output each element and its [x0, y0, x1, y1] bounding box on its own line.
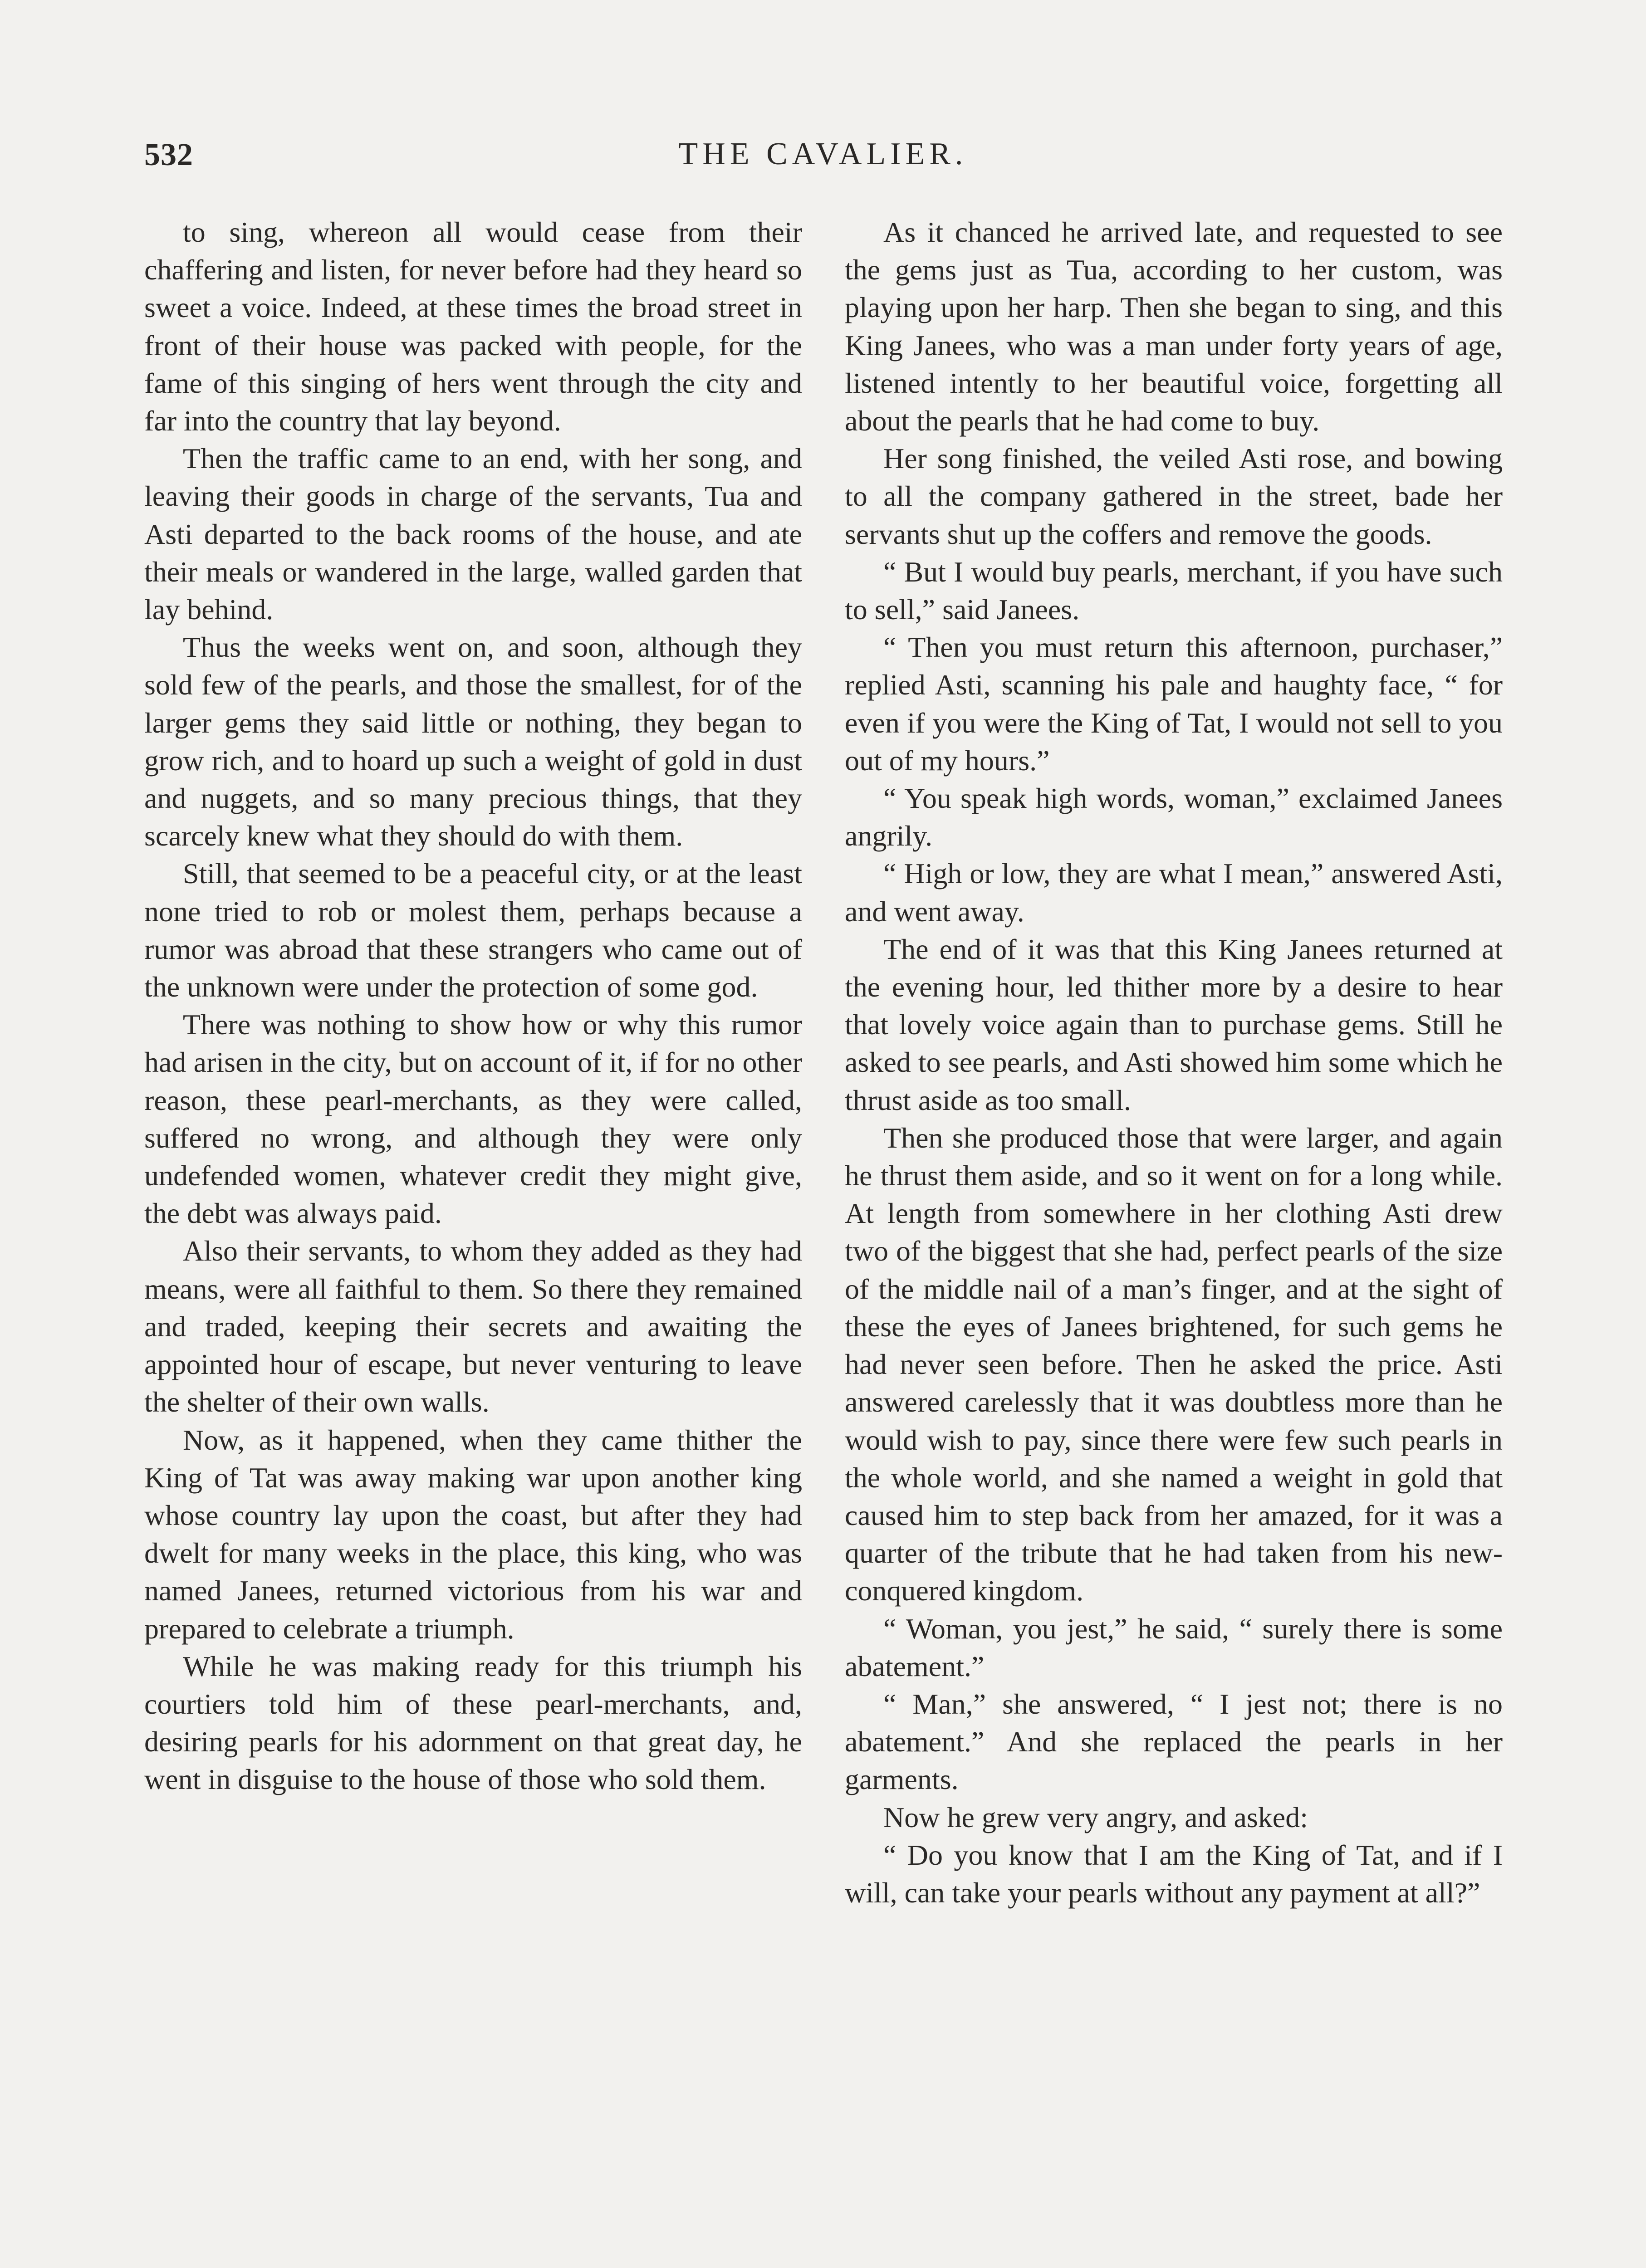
- running-title: THE CAVALIER.: [678, 137, 968, 171]
- paragraph: As it chanced he arrived late, and requested to see the gems just as Tua, according to her custom, was playing upon her harp. Then she began to sing, and this King Janees, who was a man under forty years of age, listened intently to her beautiful voice, forgetting all about the pearls that he had come to buy.: [845, 216, 1503, 437]
- paragraph: “ But I would buy pearls, merchant, if you have such to sell,” said Janees.: [845, 555, 1503, 626]
- paragraph: Then the traffic came to an end, with her song, and leaving their goods in charge of the servants, Tua and Asti departed to the back rooms of the house, and ate their meals or wandered in the large, walled garden that lay behind.: [144, 442, 802, 626]
- paragraph: Thus the weeks went on, and soon, although they sold few of the pearls, and those the smallest, for of the larger gems they said little or nothing, they began to grow rich, and to hoard up such a weight of gold in dust and nuggets, and so many precious things, that they scarcely knew what they should do with them.: [144, 631, 802, 852]
- text-column-left: [144, 213, 802, 1799]
- text-column-right: [845, 213, 1503, 1911]
- paragraph: “ You speak high words, woman,” exclaimed Janees angrily.: [845, 782, 1503, 852]
- paragraph: “ Woman, you jest,” he said, “ surely there is some abatement.”: [845, 1612, 1503, 1682]
- paragraph: Still, that seemed to be a peaceful city, or at the least none tried to rob or molest them, perhaps because a rumor was abroad that these strangers who came out of the unknown were under the protection of some god.: [144, 857, 802, 1003]
- paragraph: Also their servants, to whom they added as they had means, were all faithful to them. So there they remained and traded, keeping their secrets and awaiting the appointed hour of escape, but never venturing to leave the shelter of their own walls.: [144, 1235, 802, 1418]
- paragraph: Now he grew very angry, and asked:: [883, 1801, 1308, 1833]
- paragraph: Her song finished, the veiled Asti rose, and bowing to all the company gathered in the street, bade her servants shut up the coffers and remove the goods.: [845, 442, 1503, 550]
- paragraph: “ High or low, they are what I mean,” answered Asti, and went away.: [845, 857, 1503, 928]
- paragraph: “ Do you know that I am the King of Tat, and if I will, can take your pearls without any payment at all?”: [845, 1838, 1503, 1909]
- paragraph: The end of it was that this King Janees returned at the evening hour, led thither more by a desire to hear that lovely voice again than to purchase gems. Still he asked to see pearls, and Asti showed him some which he thrust aside as too small.: [845, 933, 1503, 1116]
- paragraph: Then she produced those that were larger, and again he thrust them aside, and so it went on for a long while. At length from somewhere in her clothing Asti drew two of the biggest that she had, perfect pearls of the size of the middle nail of a man’s finger, and at the sight of these the eyes of Janees brightened, for such gems he had never seen before. Then he asked the price. Asti answered carelessly that it was doubtless more than he would wish to pay, since there were few such pearls in the whole world, and she named a weight in gold that caused him to step back from her amazed, for it was a quarter of the tribute that he had taken from his new-conquered kingdom.: [845, 1121, 1503, 1607]
- page-number: 532: [144, 137, 193, 172]
- paragraph: There was nothing to show how or why this rumor had arisen in the city, but on account of it, if for no other reason, these pearl-merchants, as they were called, suffered no wrong, and although they were only undefended women, whatever credit they might give, the debt was always paid.: [144, 1008, 802, 1230]
- paragraph: While he was making ready for this triumph his courtiers told him of these pearl-merchants, and, desiring pearls for his adornment on that great day, he went in disguise to the house of those who sold them.: [144, 1650, 802, 1796]
- paragraph: Now, as it happened, when they came thither the King of Tat was away making war upon another king whose country lay upon the coast, but after they had dwelt for many weeks in the place, this king, who was named Janees, returned victorious from his war and prepared to celebrate a triumph.: [144, 1423, 802, 1645]
- paragraph: “ Then you must return this afternoon, purchaser,” replied Asti, scanning his pale and haughty face, “ for even if you were the King of Tat, I would not sell to you out of my hours.”: [845, 631, 1503, 777]
- paragraph: to sing, whereon all would cease from their chaffering and listen, for never before had they heard so sweet a voice. Indeed, at these times the broad street in front of their house was packed with people, for the fame of this singing of hers went through the city and far into the country that lay beyond.: [144, 216, 802, 437]
- paragraph: “ Man,” she answered, “ I jest not; there is no abatement.” And she replaced the pearls in her garments.: [845, 1687, 1503, 1796]
